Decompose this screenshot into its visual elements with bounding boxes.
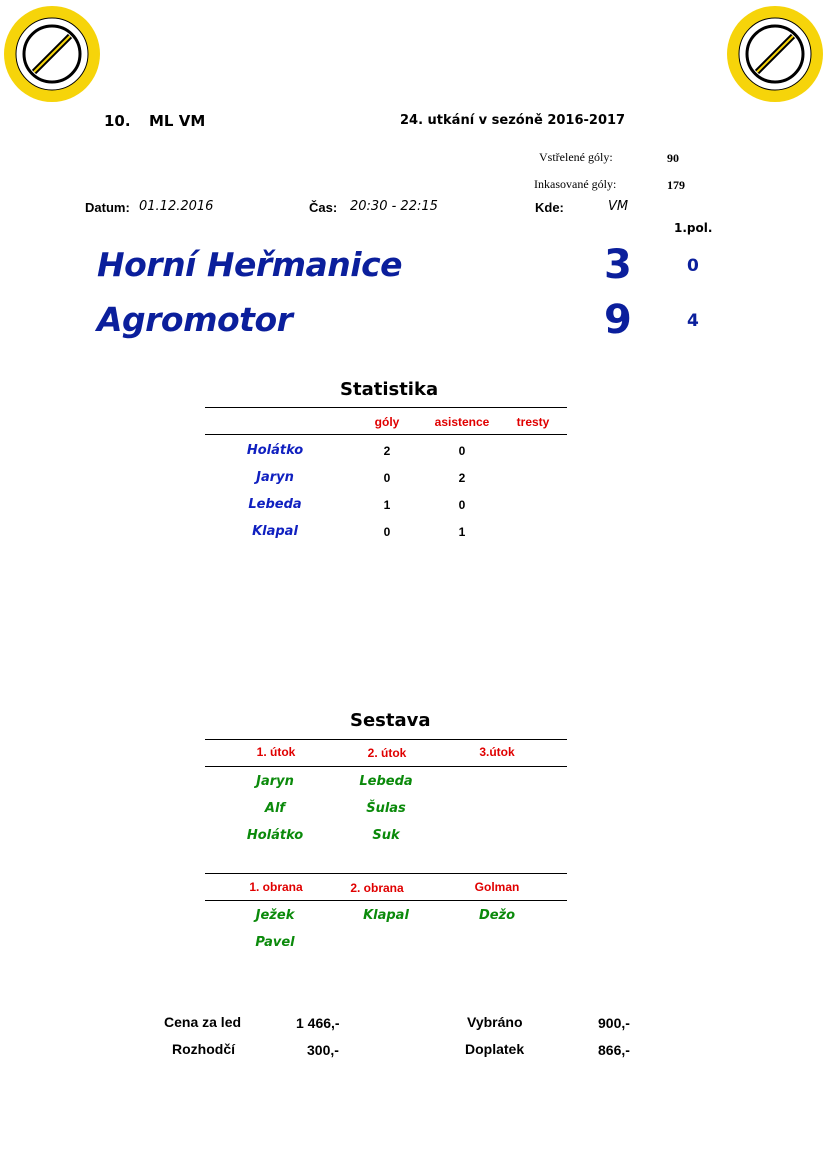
stats-divider-header <box>205 434 567 435</box>
away-team-score: 9 <box>604 297 632 343</box>
stats-assists: 0 <box>458 498 466 512</box>
stats-assists: 0 <box>458 444 466 458</box>
date-value: 01.12.2016 <box>139 199 214 214</box>
stats-player: Lebeda <box>248 497 302 512</box>
stats-player: Klapal <box>252 524 298 539</box>
round-number: 10. <box>104 112 131 130</box>
lineup-def1-player: Ježek <box>255 908 295 923</box>
stats-assists: 1 <box>458 525 466 539</box>
stats-col-assists: asistence <box>434 415 490 429</box>
stats-title: Statistika <box>340 379 439 400</box>
defense-divider-header <box>205 900 567 901</box>
stats-col-penalties: tresty <box>516 415 550 429</box>
lineup-def1-label: 1. obrana <box>249 880 303 894</box>
lineup-line3-label: 3.útok <box>479 745 515 759</box>
stats-col-goals: góly <box>374 415 400 429</box>
time-label: Čas: <box>309 200 338 215</box>
lineup-goalie-player: Dežo <box>478 908 516 923</box>
stats-assists: 2 <box>458 471 466 485</box>
lineup-def2-label: 2. obrana <box>350 881 404 895</box>
stats-divider-top <box>205 407 567 408</box>
ice-cost-value: 1 466,- <box>296 1015 340 1031</box>
stats-goals: 0 <box>383 525 391 539</box>
lineup-line2-player: Lebeda <box>359 774 413 789</box>
lineup-line2-player: Suk <box>372 828 400 843</box>
stats-goals: 1 <box>383 498 391 512</box>
surcharge-value: 866,- <box>598 1042 630 1058</box>
stats-player: Jaryn <box>256 470 294 485</box>
lineup-title: Sestava <box>350 710 431 731</box>
place-value: VM <box>608 199 629 214</box>
first-half-label: 1.pol. <box>674 221 713 235</box>
lineup-line1-player: Jaryn <box>256 774 294 789</box>
lineup-line2-player: Šulas <box>366 801 406 816</box>
ice-cost-label: Cena za led <box>164 1014 242 1030</box>
away-team-name: Agromotor <box>97 300 293 339</box>
scored-goals-label: Vstřelené góly: <box>539 150 613 164</box>
lineup-goalie-label: Golman <box>474 880 520 894</box>
home-team-first-half: 0 <box>687 256 699 276</box>
home-team-name: Horní Heřmanice <box>97 245 403 284</box>
home-team-score: 3 <box>604 242 632 288</box>
stats-goals: 0 <box>383 471 391 485</box>
lineup-def2-player: Klapal <box>363 908 409 923</box>
lineup-divider-header <box>205 766 567 767</box>
lineup-divider-top <box>205 739 567 740</box>
surcharge-label: Doplatek <box>465 1041 525 1057</box>
referee-value: 300,- <box>307 1042 339 1058</box>
date-label: Datum: <box>85 200 130 215</box>
league-name: ML VM <box>149 112 206 130</box>
lineup-line2-label: 2. útok <box>367 746 407 760</box>
stats-goals: 2 <box>383 444 391 458</box>
lineup-line1-label: 1. útok <box>256 745 296 759</box>
conceded-goals-label: Inkasované góly: <box>534 177 617 191</box>
collected-value: 900,- <box>598 1015 630 1031</box>
stats-player: Holátko <box>246 443 304 458</box>
conceded-goals-value: 179 <box>667 178 685 192</box>
lineup-def1-player: Pavel <box>255 935 295 950</box>
away-team-first-half: 4 <box>687 311 699 331</box>
time-value: 20:30 - 22:15 <box>350 199 438 214</box>
match-info: 24. utkání v sezóně 2016-2017 <box>400 113 626 128</box>
collected-label: Vybráno <box>467 1014 523 1030</box>
place-label: Kde: <box>535 200 564 215</box>
pdf-xchange-badge-left[interactable] <box>2 4 102 104</box>
scored-goals-value: 90 <box>667 151 679 165</box>
lineup-line1-player: Alf <box>264 801 286 816</box>
defense-divider-top <box>205 873 567 874</box>
pdf-xchange-badge-right[interactable] <box>725 4 825 104</box>
lineup-line1-player: Holátko <box>246 828 304 843</box>
referee-label: Rozhodčí <box>172 1041 235 1057</box>
